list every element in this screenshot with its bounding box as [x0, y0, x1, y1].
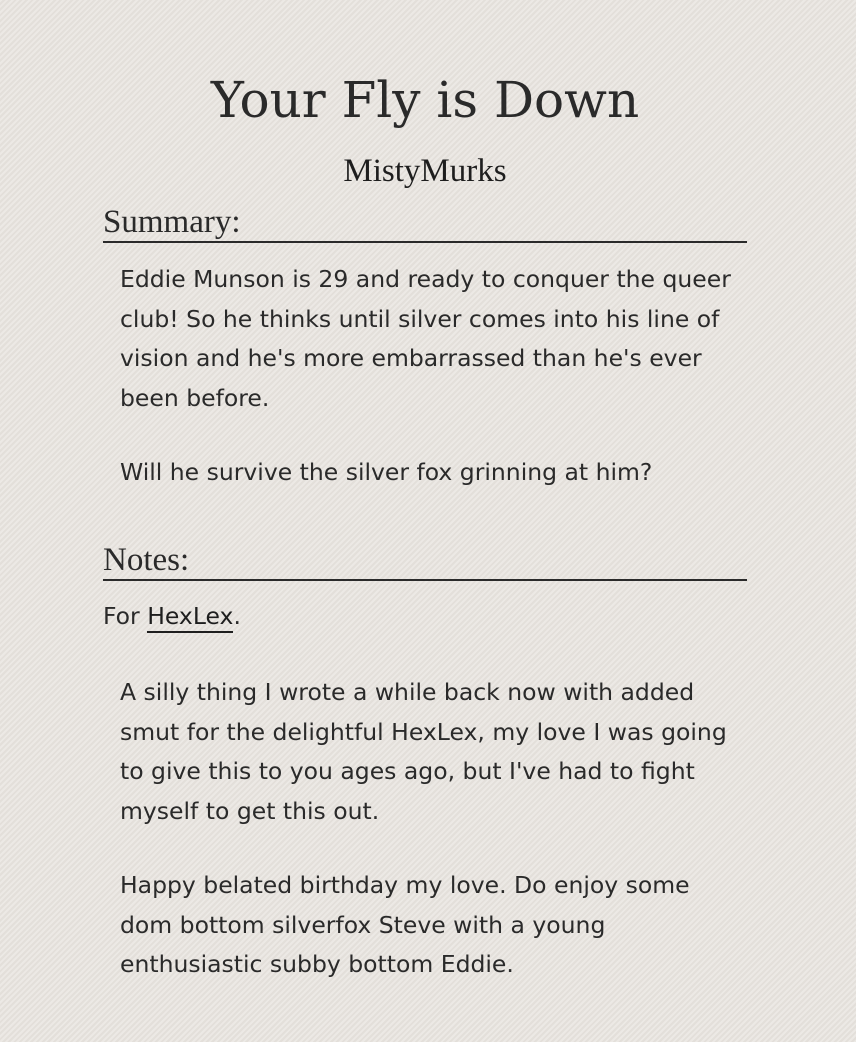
- dedication-prefix: For: [103, 602, 148, 630]
- notes-dedication: [103, 597, 747, 637]
- dedication-suffix: .: [233, 602, 241, 630]
- notes-paragraph: Happy belated birthday my love. Do enjoy some dom bottom silverfox Steve with a young enthusiastic subby bottom Eddie.: [120, 871, 690, 978]
- summary-paragraph: Will he survive the silver fox grinning at him?: [120, 458, 653, 486]
- notes-paragraph: A silly thing I wrote a while back now with added smut for the delightful HexLex, my love I was going to give this to you ages ago, but I've had to fight myself to get this out.: [120, 678, 727, 825]
- work-author[interactable]: MistyMurks: [343, 153, 507, 189]
- work-title: Your Fly is Down: [210, 71, 640, 129]
- summary-paragraph: Eddie Munson is 29 and ready to conquer the queer club! So he thinks until silver comes into his line of vision and he's more embarrassed than he's ever been before.: [120, 265, 731, 412]
- dedicatee-link[interactable]: HexLex: [147, 602, 233, 633]
- summary-heading: Summary:: [103, 203, 747, 243]
- notes-heading: Notes:: [103, 541, 747, 581]
